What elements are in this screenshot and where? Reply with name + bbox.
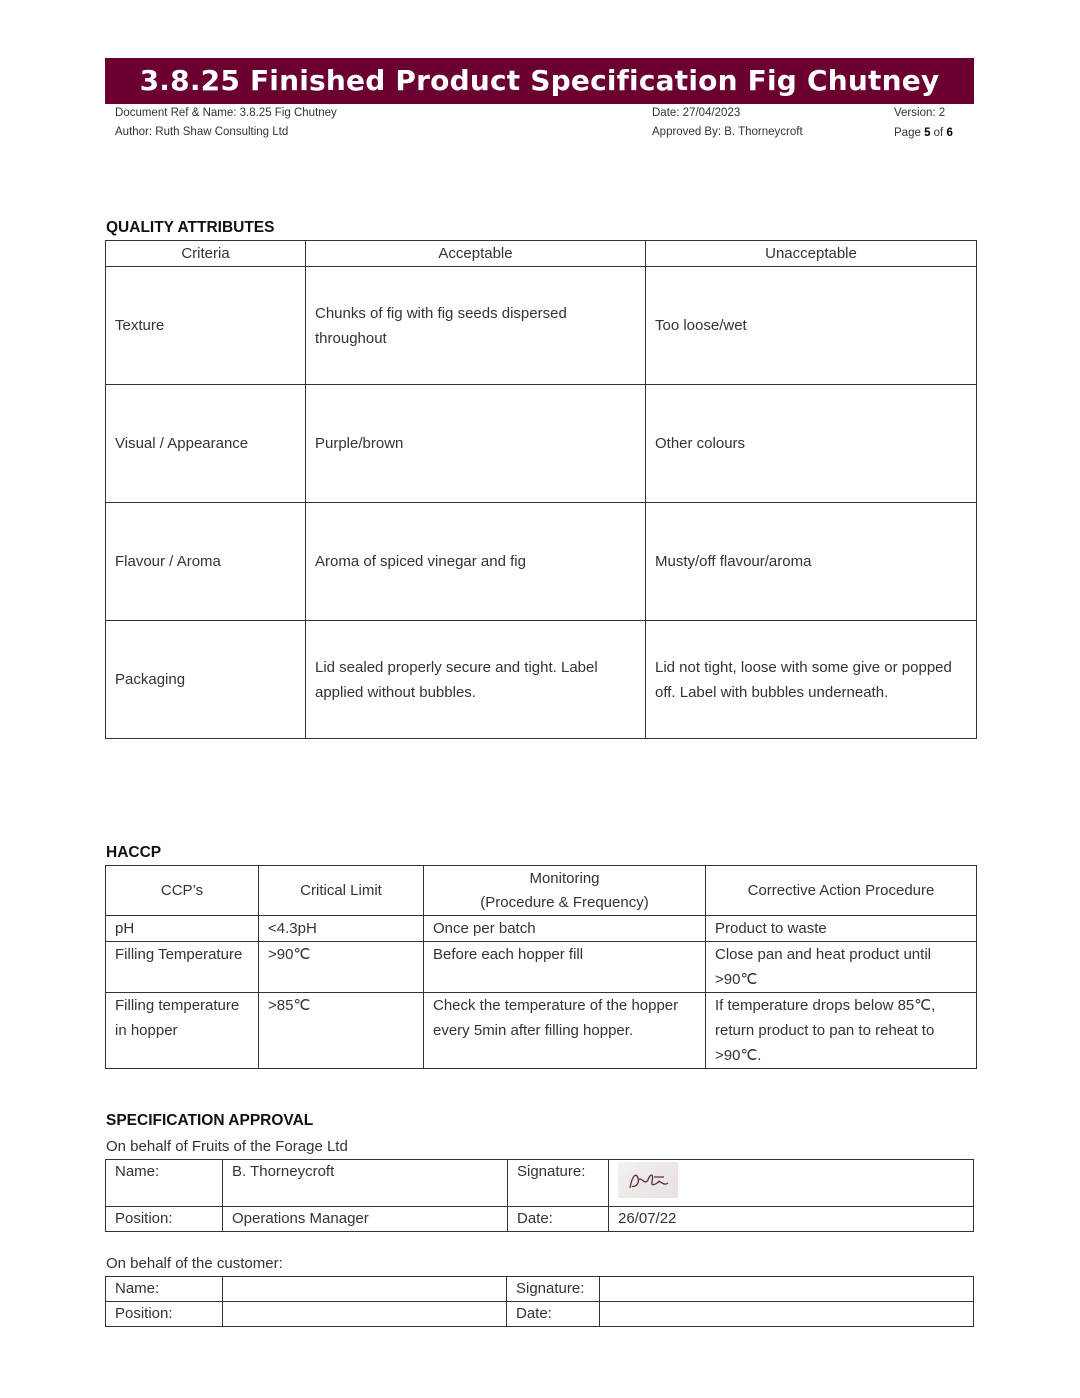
haccp-table (105, 865, 977, 1069)
unacceptable-cell: Too loose/wet (646, 267, 977, 385)
table-row (106, 385, 977, 503)
column-header-monitoring: Monitoring (Procedure & Frequency) (424, 866, 706, 916)
document-title: 3.8.25 Finished Product Specification Fig Chutney (105, 58, 974, 104)
signature-image (618, 1162, 678, 1198)
date-value: 26/07/22 (609, 1207, 974, 1232)
signature-label: Signature: (508, 1160, 609, 1207)
customer-line: On behalf of the customer: (106, 1255, 283, 1272)
table-row (106, 1160, 974, 1207)
limit-cell: >90℃ (259, 942, 424, 993)
table-row (106, 993, 977, 1069)
acceptable-cell: Aroma of spiced vinegar and fig (306, 503, 646, 621)
signature-cell (609, 1160, 974, 1207)
monitoring-cell: Once per batch (424, 916, 706, 942)
ccp-cell: pH (106, 916, 259, 942)
customer-name-label: Name: (106, 1277, 223, 1302)
unacceptable-cell: Musty/off flavour/aroma (646, 503, 977, 621)
customer-date-label: Date: (507, 1302, 600, 1327)
column-header-ccp: CCP’s (106, 866, 259, 916)
approved-by: Approved By: B. Thorneycroft (652, 126, 803, 138)
monitoring-cell: Before each hopper fill (424, 942, 706, 993)
customer-signature-field[interactable] (600, 1277, 974, 1302)
criteria-cell: Flavour / Aroma (106, 503, 306, 621)
acceptable-cell: Purple/brown (306, 385, 646, 503)
monitoring-cell: Check the temperature of the hopper every 5min after filling hopper. (424, 993, 706, 1069)
customer-position-label: Position: (106, 1302, 223, 1327)
action-cell: If temperature drops below 85℃, return product to pan to reheat to >90℃. (706, 993, 977, 1069)
acceptable-cell: Chunks of fig with fig seeds dispersed throughout (306, 267, 646, 385)
doc-ref: Document Ref & Name: 3.8.25 Fig Chutney (115, 107, 337, 119)
haccp-heading: HACCP (106, 844, 162, 861)
name-value: B. Thorneycroft (223, 1160, 508, 1207)
ccp-cell: Filling temperature in hopper (106, 993, 259, 1069)
criteria-cell: Texture (106, 267, 306, 385)
table-row (106, 942, 977, 993)
customer-position-field[interactable] (223, 1302, 507, 1327)
criteria-cell: Packaging (106, 621, 306, 739)
column-header-corrective-action: Corrective Action Procedure (706, 866, 977, 916)
limit-cell: >85℃ (259, 993, 424, 1069)
customer-date-field[interactable] (600, 1302, 974, 1327)
criteria-cell: Visual / Appearance (106, 385, 306, 503)
action-cell: Close pan and heat product until >90℃ (706, 942, 977, 993)
unacceptable-cell: Lid not tight, loose with some give or popped off. Label with bubbles underneath. (646, 621, 977, 739)
page-number: Page 5 of 6 (894, 127, 953, 139)
customer-name-field[interactable] (223, 1277, 507, 1302)
table-row (106, 1302, 974, 1327)
unacceptable-cell: Other colours (646, 385, 977, 503)
table-row (106, 621, 977, 739)
quality-heading: QUALITY ATTRIBUTES (106, 219, 275, 236)
approval-table (105, 1159, 974, 1232)
table-row (106, 503, 977, 621)
column-header-criteria: Criteria (106, 241, 306, 267)
doc-date: Date: 27/04/2023 (652, 107, 741, 119)
table-row (106, 916, 977, 942)
table-row (106, 267, 977, 385)
table-row (106, 1277, 974, 1302)
column-header-acceptable: Acceptable (306, 241, 646, 267)
acceptable-cell: Lid sealed properly secure and tight. Label applied without bubbles. (306, 621, 646, 739)
customer-signature-label: Signature: (507, 1277, 600, 1302)
date-label: Date: (508, 1207, 609, 1232)
company-line: On behalf of Fruits of the Forage Ltd (106, 1138, 348, 1155)
action-cell: Product to waste (706, 916, 977, 942)
column-header-critical-limit: Critical Limit (259, 866, 424, 916)
customer-approval-table (105, 1276, 974, 1327)
author: Author: Ruth Shaw Consulting Ltd (115, 126, 289, 138)
table-row (106, 1207, 974, 1232)
quality-attributes-table (105, 240, 977, 739)
limit-cell: <4.3pH (259, 916, 424, 942)
name-label: Name: (106, 1160, 223, 1207)
position-value: Operations Manager (223, 1207, 508, 1232)
version: Version: 2 (894, 107, 946, 119)
ccp-cell: Filling Temperature (106, 942, 259, 993)
column-header-unacceptable: Unacceptable (646, 241, 977, 267)
position-label: Position: (106, 1207, 223, 1232)
approval-heading: SPECIFICATION APPROVAL (106, 1112, 314, 1129)
